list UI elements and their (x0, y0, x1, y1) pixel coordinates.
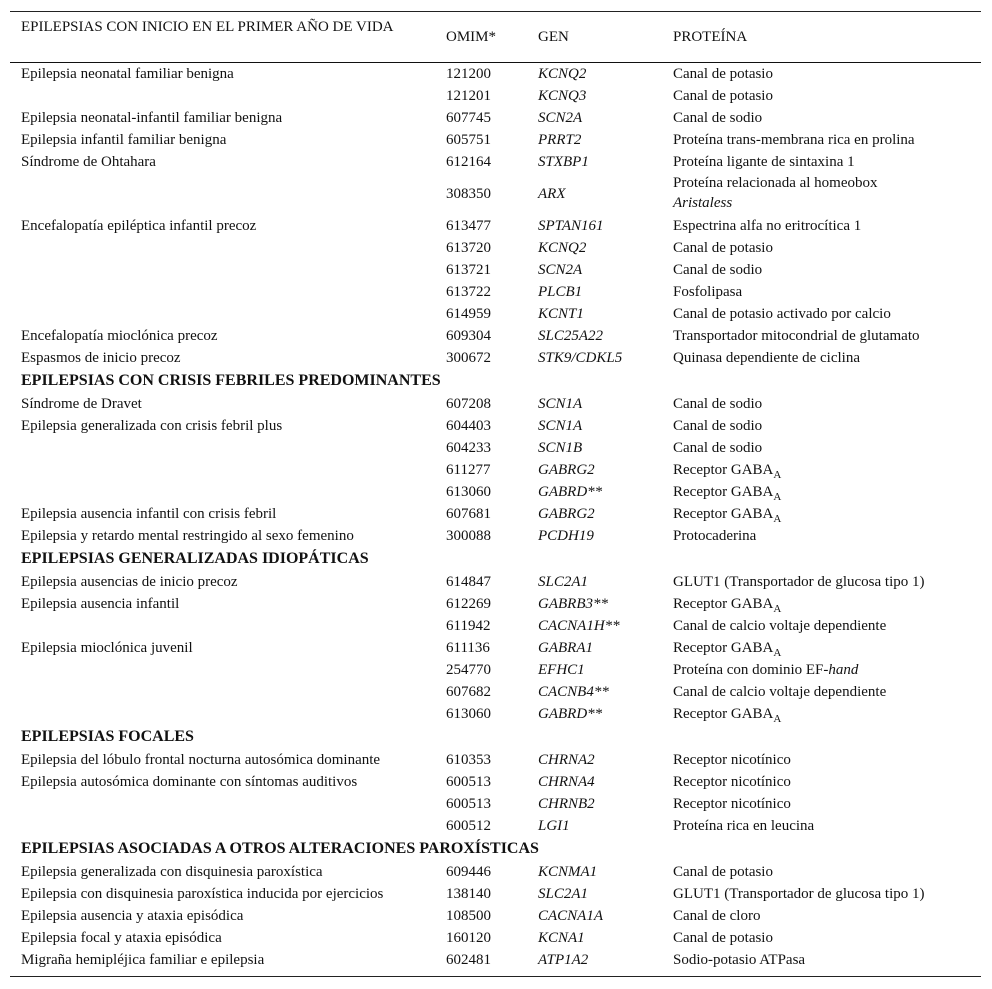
omim-cell: 607682 (446, 684, 491, 700)
gene-cell: ATP1A2 (538, 952, 589, 968)
section-title: EPILEPSIAS FOCALES (21, 728, 194, 745)
omim-cell: 611277 (446, 462, 491, 478)
table-row (10, 927, 981, 949)
omim-cell: 614847 (446, 574, 491, 590)
protein-text: Proteína con dominio EF- (673, 662, 829, 678)
syndrome-cell: Migraña hemipléjica familiar e epilepsia (21, 952, 265, 968)
protein-cell: Canal de calcio voltaje dependiente (673, 684, 887, 700)
omim-cell: 600512 (446, 818, 491, 834)
gene-cell: KCNA1 (538, 930, 585, 946)
protein-subscript: A (773, 491, 782, 503)
protein-cell: Canal de potasio activado por calcio (673, 306, 891, 322)
protein-cell: Canal de sodio (673, 262, 763, 278)
section-febrile-rows (10, 393, 981, 547)
omim-cell: 607208 (446, 396, 491, 412)
protein-line-1: Proteína relacionada al homeobox (673, 175, 878, 191)
syndrome-cell: Epilepsia infantil familiar benigna (21, 132, 227, 148)
gene-cell: CHRNA4 (538, 774, 595, 790)
protein-line-2: Aristaless (673, 195, 733, 211)
protein-text: Receptor GABA (673, 506, 774, 522)
section-paroxysmal-rows (10, 861, 981, 971)
protein-cell: Sodio-potasio ATPasa (673, 952, 806, 968)
omim-cell: 612164 (446, 154, 491, 170)
protein-cell: Canal de calcio voltaje dependiente (673, 618, 887, 634)
gene-cell: SCN1A (538, 418, 583, 434)
gene-cell: SCN2A (538, 262, 583, 278)
omim-cell: 160120 (446, 930, 491, 946)
gene-cell: PCDH19 (538, 528, 594, 544)
gene-cell: SLC2A1 (538, 574, 589, 590)
protein-cell: Protocaderina (673, 528, 757, 544)
syndrome-cell: Síndrome de Ohtahara (21, 154, 156, 170)
gene-cell: SPTAN161 (538, 218, 604, 234)
protein-cell: Receptor nicotínico (673, 774, 791, 790)
section-first-year-rows-continued (10, 215, 981, 369)
gene-cell: GABRA1 (538, 640, 593, 656)
protein-cell: Proteína trans-membrana rica en prolina (673, 132, 915, 148)
syndrome-cell: Síndrome de Dravet (21, 396, 142, 412)
section-title: EPILEPSIAS GENERALIZADAS IDIOPÁTICAS (21, 550, 369, 567)
protein-cell: Proteína rica en leucina (673, 818, 815, 834)
omim-cell: 300088 (446, 528, 491, 544)
gene-cell: KCNQ3 (538, 88, 587, 104)
syndrome-cell: Epilepsia focal y ataxia episódica (21, 930, 222, 946)
syndrome-cell: Espasmos de inicio precoz (21, 350, 181, 366)
table-row (10, 525, 981, 547)
protein-text: Receptor GABA (673, 706, 774, 722)
omim-cell: 138140 (446, 886, 491, 902)
omim-cell: 613477 (446, 218, 491, 234)
omim-cell: 613060 (446, 706, 491, 722)
omim-cell: 121200 (446, 66, 491, 82)
section-heading-focal (10, 725, 981, 749)
syndrome-cell: Epilepsia ausencias de inicio precoz (21, 574, 238, 590)
omim-cell: 613722 (446, 284, 491, 300)
gene-cell: CHRNA2 (538, 752, 595, 768)
gene-cell: KCNT1 (538, 306, 584, 322)
table-row (10, 63, 981, 85)
omim-cell: 604403 (446, 418, 491, 434)
table-row (10, 237, 981, 259)
protein-cell: Canal de sodio (673, 418, 763, 434)
gene-cell: GABRD** (538, 484, 603, 500)
syndrome-cell: Epilepsia neonatal-infantil familiar benigna (21, 110, 283, 126)
protein-text: Receptor GABA (673, 462, 774, 478)
table-row (10, 129, 981, 151)
protein-cell: Canal de sodio (673, 396, 763, 412)
omim-cell: 300672 (446, 350, 491, 366)
omim-cell: 609304 (446, 328, 491, 344)
protein-subscript: A (773, 513, 782, 525)
table-row (10, 637, 981, 659)
protein-cell: Canal de potasio (673, 88, 773, 104)
omim-cell: 604233 (446, 440, 491, 456)
table-row (10, 861, 981, 883)
protein-cell: Canal de sodio (673, 110, 763, 126)
section-first-year-rows (10, 63, 981, 173)
protein-cell: Espectrina alfa no eritrocítica 1 (673, 218, 862, 234)
protein-subscript: A (773, 469, 782, 481)
protein-subscript: A (773, 603, 782, 615)
syndrome-cell: Epilepsia del lóbulo frontal nocturna autosómica dominante (21, 752, 381, 768)
gene-cell: SCN1B (538, 440, 583, 456)
protein-cell: Canal de potasio (673, 864, 773, 880)
table-row (10, 593, 981, 615)
header-omim: OMIM* (446, 29, 497, 45)
gene-cell: GABRD** (538, 706, 603, 722)
gene-cell: CACNA1A (538, 908, 604, 924)
syndrome-cell: Epilepsia autosómica dominante con síntomas auditivos (21, 774, 358, 790)
protein-subscript: A (773, 647, 782, 659)
gene-cell: CACNB4** (538, 684, 609, 700)
omim-cell: 611942 (446, 618, 491, 634)
protein-cell: Canal de potasio (673, 930, 773, 946)
syndrome-cell: Epilepsia generalizada con disquinesia paroxística (21, 864, 323, 880)
protein-text: Receptor GABA (673, 596, 774, 612)
syndrome-cell: Epilepsia mioclónica juvenil (21, 640, 193, 656)
protein-cell (673, 659, 858, 681)
table-row (10, 571, 981, 593)
table-row (10, 905, 981, 927)
table-row (10, 771, 981, 793)
omim-cell: 602481 (446, 952, 491, 968)
gene-cell: SLC2A1 (538, 886, 589, 902)
protein-cell: GLUT1 (Transportador de glucosa tipo 1) (673, 574, 925, 590)
table-row (10, 503, 981, 525)
section-focal-rows (10, 749, 981, 837)
syndrome-cell: Epilepsia ausencia y ataxia episódica (21, 908, 244, 924)
gene-cell: SLC25A22 (538, 328, 604, 344)
omim-cell: 613060 (446, 484, 491, 500)
gene-cell: GABRG2 (538, 462, 595, 478)
omim-cell: 605751 (446, 132, 491, 148)
gene-cell: KCNQ2 (538, 240, 587, 256)
section-title: EPILEPSIAS CON CRISIS FEBRILES PREDOMINANTES (21, 372, 441, 389)
protein-cell: Canal de sodio (673, 440, 763, 456)
omim-cell: 610353 (446, 752, 491, 768)
gene-cell: STXBP1 (538, 154, 589, 170)
omim-cell: 600513 (446, 774, 491, 790)
table-row (10, 151, 981, 173)
protein-cell: Quinasa dependiente de ciclina (673, 350, 861, 366)
table-row (10, 793, 981, 815)
gene-cell: KCNQ2 (538, 66, 587, 82)
table-bottom-rule (10, 976, 981, 977)
omim-cell: 611136 (446, 640, 490, 656)
table-row (10, 815, 981, 837)
table-row (10, 85, 981, 107)
syndrome-cell: Encefalopatía epiléptica infantil precoz (21, 218, 257, 234)
header-protein: PROTEÍNA (673, 29, 748, 45)
section-title: EPILEPSIAS ASOCIADAS A OTROS ALTERACIONES PAROXÍSTICAS (21, 840, 539, 857)
gene-cell: ARX (538, 186, 566, 202)
gene-cell: SCN2A (538, 110, 583, 126)
omim-cell: 308350 (446, 186, 491, 202)
protein-text: Receptor GABA (673, 640, 774, 656)
table-row (10, 215, 981, 237)
protein-cell: Canal de potasio (673, 240, 773, 256)
omim-cell: 607681 (446, 506, 491, 522)
gene-cell: PRRT2 (538, 132, 582, 148)
table-row (10, 259, 981, 281)
table-row (10, 281, 981, 303)
table-row (10, 393, 981, 415)
protein-text: Receptor GABA (673, 484, 774, 500)
syndrome-cell: Epilepsia ausencia infantil con crisis febril (21, 506, 277, 522)
syndrome-cell: Epilepsia con disquinesia paroxística inducida por ejercicios (21, 886, 384, 902)
protein-cell: Canal de potasio (673, 66, 773, 82)
omim-cell: 121201 (446, 88, 491, 104)
syndrome-cell: Epilepsia y retardo mental restringido al sexo femenino (21, 528, 354, 544)
gene-cell: GABRG2 (538, 506, 595, 522)
table-body (10, 63, 981, 971)
section-heading-idiopathic (10, 547, 981, 571)
protein-cell: Receptor nicotínico (673, 752, 791, 768)
omim-cell: 600513 (446, 796, 491, 812)
protein-italic: hand (828, 662, 859, 678)
table-row (10, 883, 981, 905)
table-row (10, 615, 981, 637)
protein-cell: Transportador mitocondrial de glutamato (673, 328, 920, 344)
gene-cell: CHRNB2 (538, 796, 595, 812)
syndrome-cell: Encefalopatía mioclónica precoz (21, 328, 218, 344)
gene-cell: KCNMA1 (538, 864, 598, 880)
table-row (10, 415, 981, 437)
section-heading-paroxysmal (10, 837, 981, 861)
protein-cell: Proteína ligante de sintaxina 1 (673, 154, 855, 170)
table-row (10, 659, 981, 681)
syndrome-cell: Epilepsia ausencia infantil (21, 596, 180, 612)
table-row (10, 481, 981, 503)
protein-cell: Fosfolipasa (673, 284, 743, 300)
table-row (10, 347, 981, 369)
table-row (10, 437, 981, 459)
gene-cell: SCN1A (538, 396, 583, 412)
omim-cell: 254770 (446, 662, 491, 678)
gene-cell: LGI1 (538, 818, 570, 834)
table-row (10, 949, 981, 971)
protein-cell: GLUT1 (Transportador de glucosa tipo 1) (673, 886, 925, 902)
table-row (10, 749, 981, 771)
table-row (10, 703, 981, 725)
gene-cell: PLCB1 (538, 284, 583, 300)
omim-cell: 613720 (446, 240, 491, 256)
section-idiopathic-rows (10, 571, 981, 725)
protein-cell: Canal de cloro (673, 908, 761, 924)
table-row (10, 681, 981, 703)
gene-cell: CACNA1H** (538, 618, 620, 634)
protein-cell: Receptor nicotínico (673, 796, 791, 812)
gene-cell: GABRB3** (538, 596, 608, 612)
gene-cell: STK9/CDKL5 (538, 350, 623, 366)
table-header (10, 11, 981, 62)
protein-subscript: A (773, 713, 782, 725)
omim-cell: 609446 (446, 864, 491, 880)
syndrome-cell: Epilepsia generalizada con crisis febril plus (21, 418, 283, 434)
syndrome-cell: Epilepsia neonatal familiar benigna (21, 66, 234, 82)
table-row (10, 325, 981, 347)
table-row (10, 107, 981, 129)
table-row (10, 303, 981, 325)
omim-cell: 607745 (446, 110, 491, 126)
header-gene: GEN (538, 29, 569, 45)
omim-cell: 614959 (446, 306, 491, 322)
omim-cell: 613721 (446, 262, 491, 278)
section-heading-febrile (10, 369, 981, 393)
omim-cell: 108500 (446, 908, 491, 924)
table-row (10, 459, 981, 481)
header-syndrome: EPILEPSIAS CON INICIO EN EL PRIMER AÑO DE VIDA (21, 19, 394, 35)
gene-cell: EFHC1 (538, 662, 585, 678)
omim-cell: 612269 (446, 596, 491, 612)
protein-cell (673, 173, 973, 213)
table-row (10, 173, 981, 215)
